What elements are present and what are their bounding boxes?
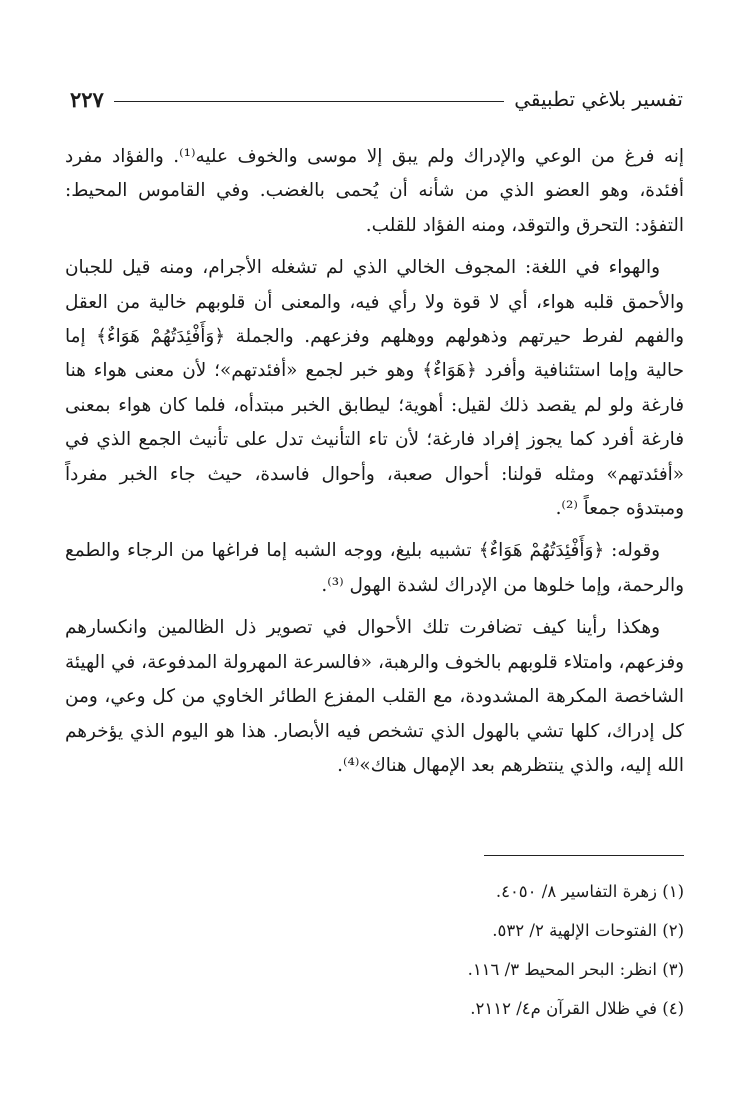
- paragraph-3: وقوله: ﴿وَأَفْئِدَتُهُمْ هَوَاءٌ﴾ تشبيه بليغ، ووجه الشبه إما فراغها من الرجاء والطمع والرحمة، وإما خلوها من الإدراك لشدة الهول ⁽³⁾.: [65, 540, 684, 596]
- main-text: [65, 140, 684, 791]
- footnote-4: (٤) في ظلال القرآن م٤/ ٢١١٢.: [470, 999, 684, 1018]
- paragraph-1: إنه فرغ من الوعي والإدراك ولم يبق إلا موسى والخوف عليه⁽¹⁾. والفؤاد مفرد أفئدة، وهو العضو الذي من شأنه أن يُحمى بالغضب. وفي القاموس المحيط: التفؤد: التحرق والتوقد، ومنه الفؤاد للقلب.: [65, 146, 684, 236]
- footnote-3: (٣) انظر: البحر المحيط ٣/ ١١٦.: [467, 960, 684, 979]
- footnote-separator: [484, 855, 684, 856]
- footnote-1: (١) زهرة التفاسير ٨/ ٤٠٥٠.: [495, 882, 684, 901]
- page-header: [70, 82, 683, 116]
- paragraph-4: وهكذا رأينا كيف تضافرت تلك الأحوال في تصوير ذل الظالمين وانكسارهم وفزعهم، وامتلاء قلوبهم بالخوف والرهبة، «فالسرعة المهرولة المدفوعة، في الهيئة الشاخصة المكرهة المشدودة، مع القلب المفزع الطائر الخاوي من كل وعي، ومن كل إدراك، كلها تشي بالهول الذي تشخص فيه الأبصار. هذا هو اليوم الذي يؤخرهم الله إليه، والذي ينتظرهم بعد الإمهال هناك»⁽⁴⁾.: [65, 617, 684, 776]
- footnotes: [65, 872, 684, 1028]
- running-title: تفسير بلاغي تطبيقي: [514, 87, 683, 111]
- footnote-2: (٢) الفتوحات الإلهية ٢/ ٥٣٢.: [492, 921, 684, 940]
- paragraph-2: والهواء في اللغة: المجوف الخالي الذي لم تشغله الأجرام، ومنه قيل للجبان والأحمق قلبه هواء، أي لا قوة ولا رأي فيه، والمعنى أن قلوبهم خالية من العقل والفهم لفرط حيرتهم وذهولهم ووهلهم وفزعهم. والجملة ﴿وَأَفْئِدَتُهُمْ هَوَاءٌ﴾ إما حالية وإما استئنافية وأفرد ﴿هَوَاءٌ﴾ وهو خبر لجمع «أفئدتهم»؛ لأن معنى هواء هنا فارغة ولو لم يقصد ذلك لقيل: أهوية؛ ليطابق الخبر مبتدأه، فلما كان هواء بمعنى فارغة أفرد كما يجوز إفراد فارغة؛ لأن تاء التأنيث تدل على تأنيث الجمع الذي في «أفئدتهم» ومثله قولنا: أحوال صعبة، وأحوال فاسدة، حيث جاء الخبر مفرداً ومبتدؤه جمعاً ⁽²⁾.: [65, 257, 684, 520]
- page-number: ٢٢٧: [70, 86, 104, 112]
- header-rule: [114, 101, 504, 102]
